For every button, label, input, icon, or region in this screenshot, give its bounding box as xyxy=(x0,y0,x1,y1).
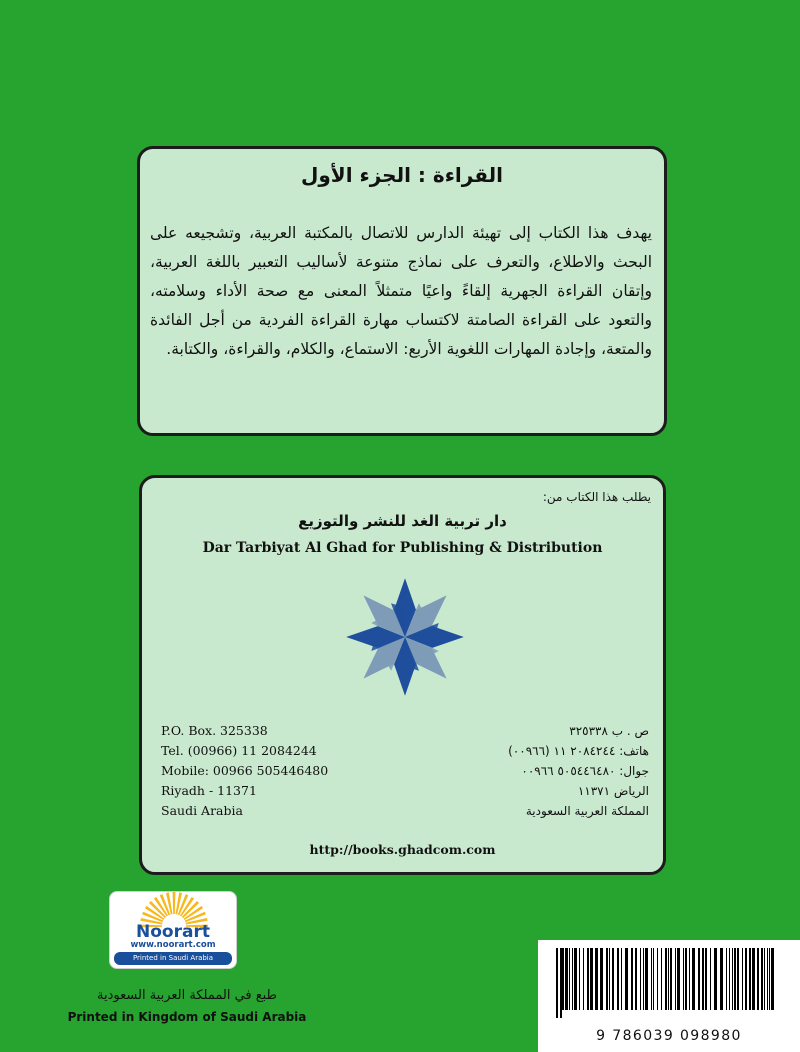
barcode-bar xyxy=(625,948,628,1010)
barcode-bar xyxy=(698,948,700,1010)
barcode-bar xyxy=(653,948,654,1010)
barcode-bar xyxy=(565,948,568,1010)
barcode-bar xyxy=(757,948,759,1010)
noorart-name: Noorart xyxy=(136,922,210,942)
noorart-url: www.noorart.com xyxy=(130,940,216,950)
barcode-bar xyxy=(621,948,622,1010)
po-box: P.O. Box. 325338 xyxy=(161,723,268,738)
barcode-bar xyxy=(764,948,765,1010)
publisher-star-logo xyxy=(342,574,468,700)
barcode-bar xyxy=(631,948,633,1010)
barcode-bar xyxy=(685,948,687,1010)
telephone: Tel. (00966) 11 2084244 xyxy=(161,743,317,758)
barcode-bar xyxy=(771,948,774,1010)
barcode-bar xyxy=(734,948,736,1010)
barcode-bar xyxy=(761,948,763,1010)
barcode-bar xyxy=(579,948,580,1010)
barcode-bar xyxy=(710,948,711,1010)
barcode-bar xyxy=(612,948,614,1010)
barcode-bar xyxy=(692,948,695,1010)
contact-english xyxy=(161,721,328,821)
website-link[interactable]: http://books.ghadcom.com xyxy=(309,842,496,857)
barcode-bar xyxy=(767,948,768,1010)
publisher-name-arabic: دار تربية الغد للنشر والتوزيع xyxy=(298,512,507,530)
barcode-bar xyxy=(574,948,577,1010)
mobile-arabic: جوال: ٥٠٥٤٤٦٤٨٠ ٠٠٩٦٦ xyxy=(521,764,649,778)
barcode-bar xyxy=(769,948,770,1010)
country-arabic: المملكة العربية السعودية xyxy=(525,804,649,818)
barcode-bar xyxy=(595,948,598,1010)
barcode-bar xyxy=(683,948,684,1010)
barcode-bar xyxy=(665,948,667,1010)
barcode-bar xyxy=(732,948,733,1010)
barcode-bar xyxy=(705,948,707,1010)
publisher-panel xyxy=(139,475,666,875)
contact-arabic xyxy=(508,721,649,821)
city-arabic: الرياض ١١٣٧١ xyxy=(577,784,649,798)
barcode-bar xyxy=(720,948,723,1010)
barcode-bar xyxy=(729,948,730,1010)
mobile: Mobile: 00966 505446480 xyxy=(161,763,329,778)
barcode-bar xyxy=(702,948,704,1010)
barcode-bar xyxy=(745,948,747,1010)
barcode-bar xyxy=(562,948,564,1010)
barcode-number: 9 786039 098980 xyxy=(596,1028,742,1044)
barcode-bar xyxy=(587,948,589,1010)
barcode-bar xyxy=(600,948,603,1010)
barcode-bar xyxy=(670,948,672,1010)
barcode-bar xyxy=(661,948,662,1010)
barcode-bar xyxy=(635,948,637,1010)
barcode-bar xyxy=(742,948,743,1010)
barcode-bar xyxy=(689,948,690,1010)
country: Saudi Arabia xyxy=(161,803,243,818)
book-title: القراءة : الجزء الأول xyxy=(301,163,503,187)
request-label: يطلب هذا الكتاب من: xyxy=(542,490,651,504)
barcode-bar xyxy=(651,948,652,1010)
printed-in-english: Printed in Kingdom of Saudi Arabia xyxy=(67,1010,307,1024)
barcode-bar xyxy=(583,948,584,1010)
star-petals xyxy=(346,578,464,696)
noorart-tagline: Printed in Saudi Arabia xyxy=(114,952,232,965)
barcode-bar xyxy=(657,948,658,1010)
barcode-bar xyxy=(640,948,641,1010)
city: Riyadh - 11371 xyxy=(161,783,257,798)
barcode-bar xyxy=(726,948,727,1010)
telephone-arabic: هاتف: ٢٠٨٤٢٤٤ ١١ (٠٠٩٦٦) xyxy=(508,744,649,758)
barcode-bar xyxy=(606,948,608,1010)
publisher-name-english: Dar Tarbiyat Al Ghad for Publishing & Distribution xyxy=(202,540,603,556)
barcode-bar xyxy=(752,948,755,1010)
description-panel xyxy=(137,146,667,436)
barcode-bars xyxy=(550,948,788,1018)
barcode-bar xyxy=(590,948,593,1010)
book-description: يهدف هذا الكتاب إلى تهيئة الدارس للاتصال بالمكتبة العربية، وتشجيعه على البحث والاطلاع، والتعرف على نماذج متنوعة لأساليب التعبير باللغة العربية، وإتقان القراءة الجهرية إلقاءً واعيًا متمثلاً المعنى مع صحة الأداء وسلامته، والتعود على القراءة الصامتة لاكتساب مهارة القراءة الفردية من أجل الفائدة والمتعة، وإجادة المهارات اللغوية الأربع: الاستماع، والكلام، والقراءة، والكتابة. xyxy=(150,224,652,358)
sun-ray xyxy=(173,892,176,914)
noorart-logo xyxy=(109,891,237,969)
barcode-guard-bar xyxy=(560,948,562,1018)
barcode-bar xyxy=(643,948,644,1010)
barcode-bar xyxy=(749,948,751,1010)
barcode-bar xyxy=(668,948,669,1010)
barcode-bar xyxy=(569,948,570,1010)
barcode-bar xyxy=(675,948,676,1010)
barcode-bar xyxy=(677,948,680,1010)
barcode-bar xyxy=(572,948,573,1010)
barcode-bar xyxy=(617,948,619,1010)
barcode-bar xyxy=(645,948,648,1010)
barcode-guard-bar xyxy=(556,948,558,1018)
barcode-bar xyxy=(714,948,717,1010)
barcode-bar xyxy=(609,948,610,1010)
isbn-barcode xyxy=(538,940,800,1052)
po-box-arabic: ص . ب ٣٢٥٣٣٨ xyxy=(569,724,649,738)
barcode-bar xyxy=(737,948,739,1010)
printed-in-arabic: طبع في المملكة العربية السعودية xyxy=(97,988,277,1003)
